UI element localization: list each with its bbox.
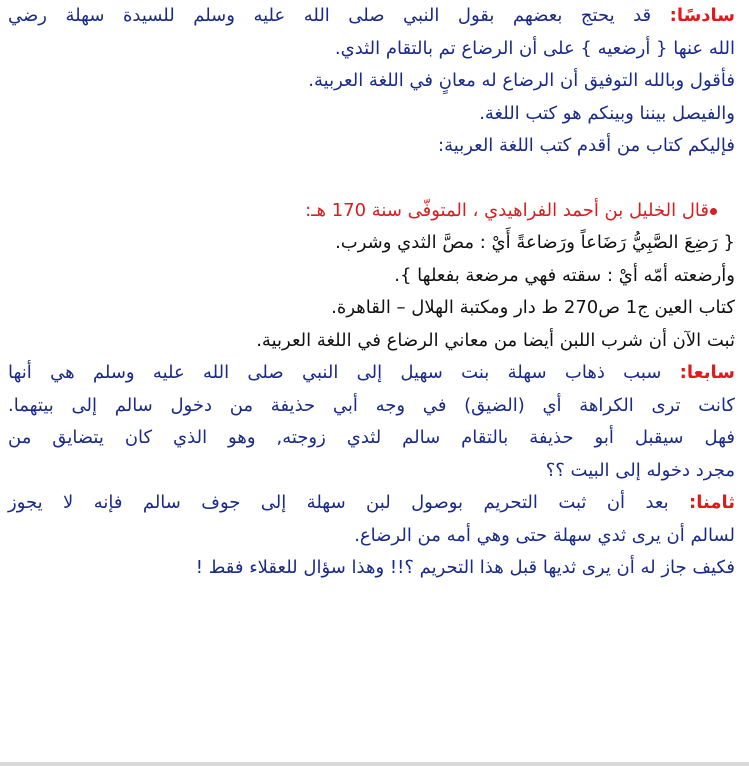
bottom-edge-divider [0,762,749,766]
section-8-line-1 [8,487,735,520]
section-8-line-2: لسالم أن يرى ثدي سهلة حتى وهي أمه من الرضاع. [354,524,735,546]
section-6-label: سادسًا: [669,5,735,26]
section-7-line-2: كانت ترى الكراهة أي (الضيق) في وجه أبي حذيفة من دخول سالم إلى بيتهما. [8,394,735,416]
section-6-line-2: الله عنها { أرضعيه } على أن الرضاع تم بالتقام الثدي. [334,37,735,59]
quote-intro: قال الخليل بن أحمد الفراهيدي ، المتوفّى سنة 170 هـ: [305,199,709,221]
section-8-label: ثامنا: [689,492,735,513]
section-6-line-3: فأقول وبالله التوفيق أن الرضاع له معانٍ في اللغة العربية. [308,70,735,91]
section-8-line-3: فكيف جاز له أن يرى ثديها قبل هذا التحريم ؟!! وهذا سؤال للعقلاء فقط ! [195,557,735,578]
quote-intro-line [8,195,735,228]
section-7-line-3: فهل سيقبل أبو حذيفة بالتقام سالم لثدي زوجته, وهو الذي كان يتضايق من [8,427,735,448]
quote-line-2: وأرضعته أمّه أيْ : سقته فهي مرضعة بفعلها }. [394,264,735,286]
section-6-text-1: قد يحتج بعضهم بقول النبي صلى الله عليه وسلم للسيدة سهلة رضي [8,5,652,26]
quote-source: كتاب العين ج1 ص270 ط دار ومكتبة الهلال – القاهرة. [331,297,735,318]
section-7-text-1: سبب ذهاب سهلة بنت سهيل إلى النبي صلى الله عليه وسلم هي أنها [8,362,662,383]
section-6-line-1 [8,0,735,33]
quote-line-1: { رَضِعَ الصَّبِيُّ رَضَاعاً ورَضاعةً أَيْ : مصَّ الثدي وشرب. [335,232,735,253]
section-7-label: سابعا: [679,362,735,383]
section-6-line-5: فإليكم كتاب من أقدم كتب اللغة العربية: [438,135,735,156]
quote-conclusion: ثبت الآن أن شرب اللبن أيضا من معاني الرضاع في اللغة العربية. [256,329,735,351]
section-8-text-1: بعد أن ثبت التحريم بوصول لبن سهلة إلى جوف سالم فإنه لا يجوز [8,492,669,513]
section-7-line-1 [8,357,735,390]
bullet-icon [710,208,717,215]
section-7-line-4: مجرد دخوله إلى البيت ؟؟ [545,459,735,481]
paragraph-spacer [8,163,735,195]
section-6-line-4: والفيصل بيننا وبينكم هو كتب اللغة. [479,102,735,124]
